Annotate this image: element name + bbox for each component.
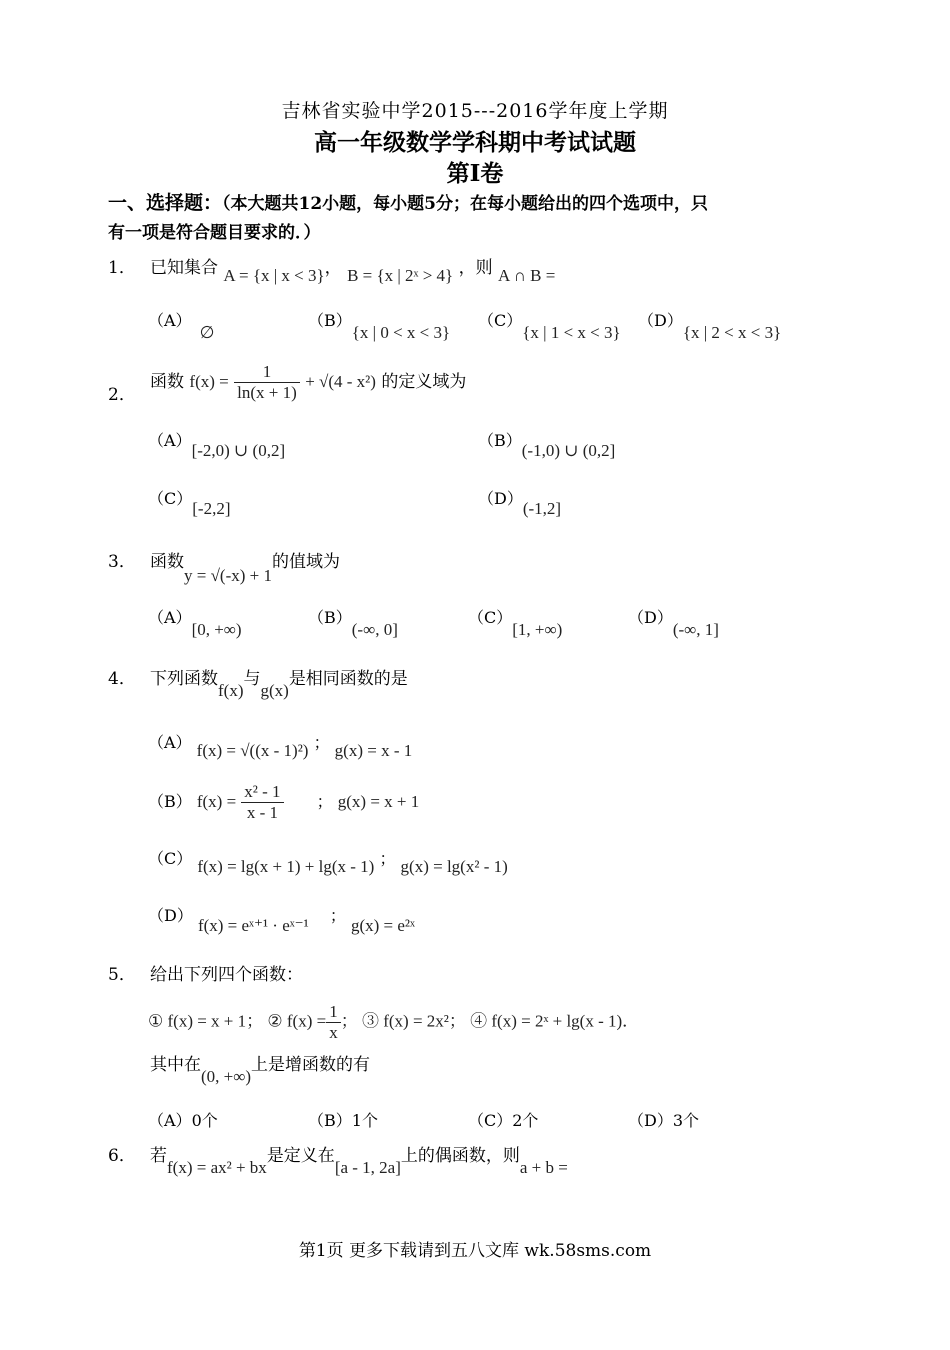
question-3-stem (150, 547, 340, 585)
option-label: （A） (148, 311, 192, 330)
question-6 (108, 1141, 136, 1166)
option-expr: (-∞, 0] (351, 620, 398, 639)
section-heading-line (108, 188, 708, 215)
option-a (148, 605, 242, 639)
g-expr: g(x) (260, 681, 289, 700)
option-label: （B） (148, 792, 192, 811)
section-instructions-cont: 有一项是符合题目要求的．） (108, 223, 321, 243)
stem-text: 其中在 (150, 1055, 201, 1075)
question-4 (108, 664, 136, 689)
option-label: （D） (628, 608, 673, 627)
option-label: （C） (468, 1111, 513, 1130)
stem-text: 是定义在 (266, 1146, 335, 1166)
function-expr: f(x) = (189, 372, 229, 391)
section-heading: 一、选择题： (108, 192, 223, 214)
option-a (148, 428, 286, 460)
option-label: （B） (308, 608, 352, 627)
option-label: （B） (308, 311, 352, 330)
stem-text: 的值域为 (272, 552, 340, 572)
f-expr: f(x) (218, 681, 244, 700)
option-c (148, 486, 231, 518)
option-text: 1个 (351, 1111, 378, 1130)
option-text: 0个 (191, 1111, 218, 1130)
option-expr: (-1,2] (522, 499, 562, 518)
section-instructions: （本大题共12小题，每小题5分；在每小题给出的四个选项中，只 (222, 194, 709, 214)
option-label: （B） (308, 1111, 352, 1130)
question-number: 5． (108, 965, 136, 985)
interval-expr: [a - 1, 2a] (334, 1158, 401, 1177)
function-4: ④ f(x) = 2ˣ + lg(x - 1)． (470, 1011, 640, 1031)
option-b (308, 308, 451, 342)
stem-text: 若 (150, 1146, 167, 1166)
option-label: （A） (148, 733, 192, 752)
question-number: 6． (108, 1146, 136, 1166)
question-3 (108, 547, 136, 572)
option-c (478, 308, 621, 342)
function-expr: y = √(-x) + 1 (184, 566, 272, 585)
option-label: （D） (148, 906, 193, 925)
fraction (234, 362, 300, 403)
question-number: 4． (108, 669, 136, 689)
volume-title: 第Ⅰ卷 (446, 160, 504, 187)
option-sep: ； (313, 733, 330, 752)
option-label: （C） (478, 311, 523, 330)
option-expr: {x | 0 < x < 3} (351, 323, 451, 342)
stem-text: 与 (243, 669, 261, 689)
option-label: （C） (148, 849, 193, 868)
stem-text: 已知集合 (150, 258, 218, 278)
stem-text: 函数 (150, 372, 184, 392)
function-2: ② f(x) = (267, 1011, 327, 1031)
question-1 (108, 253, 136, 278)
option-label: （B） (478, 431, 522, 450)
option-text: 2个 (512, 1111, 539, 1130)
sum-expr: a + b = (519, 1158, 568, 1177)
intersection-expr: A ∩ B = (498, 266, 556, 285)
numerator: 1 (326, 1002, 341, 1023)
option-label: （A） (148, 608, 192, 627)
option-expr: [-2,2] (192, 499, 231, 518)
g-expr: g(x) = x + 1 (337, 792, 420, 811)
g-expr: g(x) = x - 1 (334, 741, 413, 760)
option-b (148, 782, 419, 823)
option-expr: [1, +∞) (512, 620, 563, 639)
option-expr: [-2,0) ∪ (0,2] (191, 441, 286, 460)
stem-text: 的定义域为 (381, 372, 467, 392)
question-2-stem (150, 362, 466, 403)
option-expr: {x | 1 < x < 3} (522, 323, 621, 342)
option-c (148, 846, 508, 876)
option-label: （D） (478, 489, 523, 508)
set-b-expr: B = {x | 2ˣ > 4} (347, 266, 454, 285)
option-b (478, 428, 616, 460)
function-1: ① f(x) = x + 1； (148, 1011, 264, 1031)
option-sep: ； (329, 906, 346, 925)
option-label: （D） (628, 1111, 673, 1130)
stem-text: 上的偶函数，则 (400, 1146, 520, 1166)
option-expr: {x | 2 < x < 3} (682, 323, 782, 342)
stem-sep: ， (324, 258, 342, 278)
stem-text: 下列函数 (150, 669, 218, 689)
question-number: 1． (108, 258, 136, 278)
numerator: 1 (234, 362, 300, 383)
option-text: 3个 (672, 1111, 700, 1130)
page-footer: 第1页 更多下载请到五八文库 wk.58sms.com (298, 1241, 652, 1261)
question-5-condition (150, 1050, 371, 1086)
function-2-sep: ； (340, 1011, 358, 1031)
question-number: 3． (108, 552, 136, 572)
f-expr: f(x) = lg(x + 1) + lg(x - 1) (197, 857, 375, 876)
question-5-stem: 给出下列四个函数： (150, 965, 303, 985)
interval-expr: (0, +∞) (201, 1067, 252, 1086)
option-label: （A） (148, 431, 192, 450)
option-a (148, 1108, 218, 1131)
option-label: （D） (638, 311, 683, 330)
f-expr: f(x) = √((x - 1)²) (196, 741, 309, 760)
g-expr: g(x) = e²ˣ (350, 916, 415, 935)
option-label: （C） (148, 489, 193, 508)
f-expr: f(x) = eˣ⁺¹ · eˣ⁻¹ (197, 916, 309, 935)
option-a (148, 730, 413, 760)
f-expr: f(x) = (196, 792, 237, 811)
option-sep: ； (316, 792, 333, 811)
school-line: 吉林省实验中学2015---2016学年度上学期 (281, 100, 669, 122)
denominator: x - 1 (246, 803, 278, 822)
stem-text: 上是增函数的有 (251, 1055, 371, 1075)
option-c (468, 1108, 538, 1131)
function-list (148, 1002, 639, 1043)
option-expr: [0, +∞) (191, 620, 242, 639)
option-d (148, 903, 415, 935)
question-5 (108, 960, 136, 985)
question-1-stem (150, 253, 556, 285)
option-expr: (-∞, 1] (672, 620, 719, 639)
set-a-expr: A = {x | x < 3} (223, 266, 325, 285)
fraction (241, 782, 283, 823)
denominator: x (329, 1023, 338, 1042)
stem-text: ，则 (458, 258, 493, 278)
g-expr: g(x) = lg(x² - 1) (400, 857, 508, 876)
option-expr: (-1,0) ∪ (0,2] (521, 441, 616, 460)
numerator: x² - 1 (241, 782, 283, 803)
exam-title: 高一年级数学学科期中考试试题 (314, 129, 636, 156)
option-d (638, 308, 782, 342)
option-a (148, 308, 215, 342)
question-2 (108, 380, 136, 405)
denominator: ln(x + 1) (237, 383, 297, 402)
question-4-stem (150, 664, 408, 700)
option-b (308, 1108, 378, 1131)
function-expr: f(x) = ax² + bx (167, 1158, 267, 1177)
option-d (478, 486, 562, 518)
function-3: ③ f(x) = 2x²； (361, 1011, 466, 1031)
option-label: （C） (468, 608, 513, 627)
question-number: 2． (108, 385, 136, 405)
question-6-stem (150, 1141, 568, 1177)
option-d (628, 1108, 699, 1131)
option-b (308, 605, 398, 639)
fraction (326, 1002, 341, 1043)
option-expr: ∅ (199, 323, 215, 342)
option-label: （A） (148, 1111, 192, 1130)
stem-text: 函数 (150, 552, 184, 572)
option-d (628, 605, 719, 639)
sqrt-expr: + √(4 - x²) (305, 372, 376, 391)
stem-text: 是相同函数的是 (288, 669, 408, 689)
option-c (468, 605, 563, 639)
option-sep: ； (379, 849, 396, 868)
